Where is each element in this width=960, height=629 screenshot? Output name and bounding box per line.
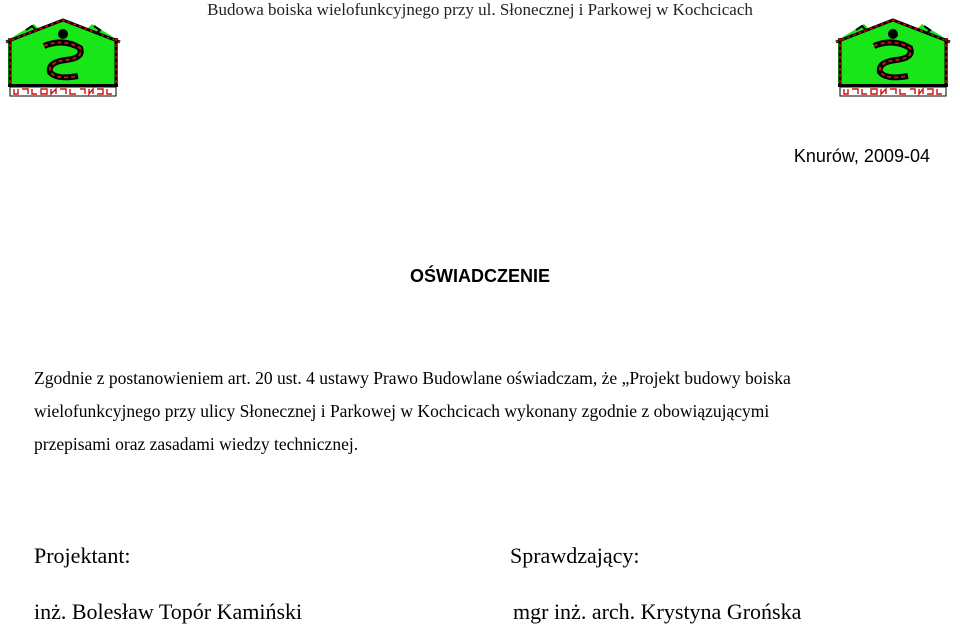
sports-club-emblem-icon [834,16,952,98]
place-and-date: Knurów, 2009-04 [793,146,930,166]
document-heading: OŚWIADCZENIE [409,266,550,286]
document-header-title: Budowa boiska wielofunkcyjnego przy ul. Słonecznej i Parkowej w Kochcicach [207,0,753,19]
sports-club-emblem-icon [4,16,122,98]
statement-line: Zgodnie z postanowieniem art. 20 ust. 4 ustawy Prawo Budowlane oświadczam, że „Projekt budowy boiska [34,368,791,388]
statement-paragraph [34,362,934,461]
designer-role-label: Projektant: [34,543,131,568]
statement-line: wielofunkcyjnego przy ulicy Słonecznej i Parkowej w Kochcicach wykonany zgodnie z obowiązującymi [34,401,770,421]
statement-line: przepisami oraz zasadami wiedzy technicznej. [34,434,359,454]
checker-role-label: Sprawdzający: [510,543,640,568]
checker-name: mgr inż. arch. Krystyna Grońska [513,599,802,624]
designer-name: inż. Bolesław Topór Kamiński [34,599,303,624]
